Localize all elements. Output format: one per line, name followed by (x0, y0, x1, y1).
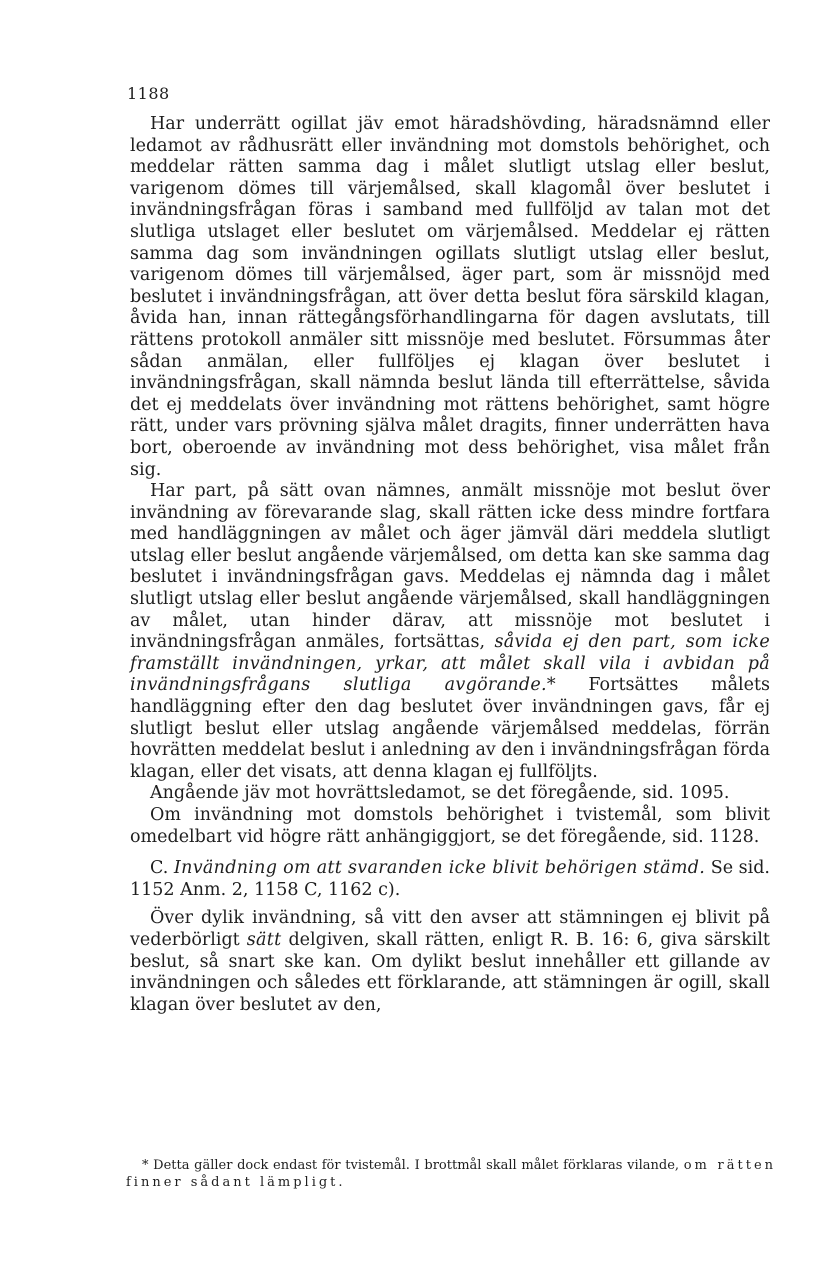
page-number: 1188 (127, 84, 170, 103)
footnote-spaced-text: om rätten finner sådant lämpligt. (126, 1158, 777, 1190)
footnote-text: Detta gäller dock endast för tvistemål. I brottmål skall målet förklaras vilande, (153, 1158, 680, 1173)
paragraph-text: Över dylik invändning, så vitt den avser att stämningen ej blivit på vederbörligt (130, 908, 770, 950)
paragraph-reference-hovratt: Angående jäv mot hovrättsledamot, se det föregående, sid. 1095. (150, 783, 730, 804)
footnote-marker: * (546, 675, 556, 696)
paragraph-reference-tvistemal: Om invändning mot domstols behörighet i tvistemål, som blivit omedelbart vid högre rätt anhängiggjort, se det föregående, sid. 1128. (130, 805, 770, 847)
paragraph-text: Har part, på sätt ovan nämnes, anmält missnöje mot beslut över invändning av förevarande slag, skall rätten icke dess mindre fortfara med handläggningen av målet och äger jämväl däri meddela slutligt utslag eller beslut angående värjemålsed, om detta kan ske samma dag beslutet i invändningsfrågan gavs. Meddelas ej nämnda dag i målet slutligt utslag eller beslut angående värjemålsed, skall handläggningen av målet, utan hinder därav, att missnöje mot beslutet i invändningsfrågan anmäles, fortsättas, (130, 481, 770, 653)
paragraph-appeal-rules: Har underrätt ogillat jäv emot häradshövding, häradsnämnd eller ledamot av rådhusrätt eller invändning mot domstols behörighet, och meddelar rätten samma dag i målet slutligt utslag eller beslut, varigenom dömes till värjemålsed, skall klagomål över beslutet i invändningsfrågan föras i samband med fullföljd av talan mot det slutliga utslaget eller beslutet om värjemålsed. Meddelar ej rätten samma dag som invändningen ogillats slutligt utslag eller beslut, varigenom dömes till värjemålsed, äger part, som är missnöjd med beslutet i invändningsfrågan, att över detta beslut föra särskild klagan, åvida han, innan rättegångsförhandlingarna för dagen avslutats, till rättens protokoll anmäler sitt missnöje med beslutet. Försummas åter sådan anmälan, eller fullföljes ej klagan över beslutet i invändningsfrågan, skall nämnda beslut lända till efterrättelse, såvida det ej meddelats över invändning mot rättens behörighet, samt högre rätt, under vars prövning själva målet dragits, finner underrätten hava bort, oberoende av invändning mot dess behörighet, visa målet från sig. (130, 114, 770, 480)
italic-word: sätt (246, 929, 282, 950)
italic-passage: såvida ej den part, som icke framställt invändningen, yrkar, att målet skall vila i avbidan på invändningsfrågans slutliga avgörande. (130, 632, 770, 696)
paragraph-continued-proceedings (130, 481, 770, 783)
footnote-marker: * (142, 1158, 149, 1173)
footnote (126, 1158, 776, 1191)
section-reference: Se sid. 1152 Anm. 2, 1158 C, 1162 c). (130, 858, 770, 900)
paragraph-text: delgiven, skall rätten, enligt R. B. 16: 6, giva särskilt beslut, så snart ske kan. Om dylikt beslut innehåller ett gillande av invändningen och således ett förklarande, att stämningen är ogill, skall klagan över beslutet av den, (130, 929, 770, 1015)
section-label: C. (150, 858, 169, 879)
paragraph-service-objection (130, 908, 770, 1016)
body-text (130, 114, 770, 1016)
section-heading-c (130, 858, 770, 901)
paragraph-text: Fortsättes målets handläggning efter den dag beslutet över invändningen gavs, får ej slutligt beslut eller utslag angående värjemålsed meddelas, förrän hovrätten meddelat beslut i anledning av den i invändningsfrågan förda klagan, eller det visats, att denna klagan ej fullföljts. (130, 675, 770, 782)
section-title: Invändning om att svaranden icke blivit behörigen stämd. (173, 858, 706, 879)
